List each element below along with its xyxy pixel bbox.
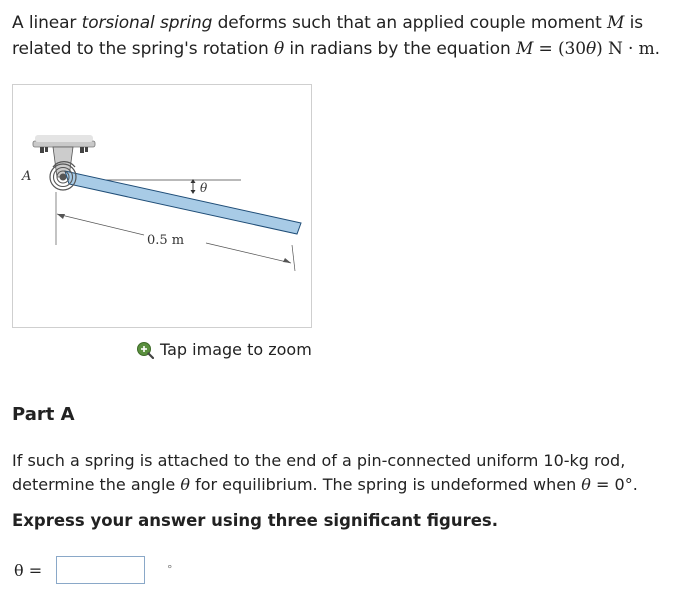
part-text-part: = 0°. (590, 475, 638, 494)
zoom-in-icon (136, 341, 154, 359)
answer-input[interactable] (56, 556, 145, 584)
label-a: A (22, 169, 32, 184)
problem-statement (12, 10, 692, 62)
part-title: Part A (12, 404, 75, 425)
dimension-line (57, 214, 144, 235)
math-symbol-theta: θ (180, 475, 190, 494)
theta-arrow-icon (191, 179, 196, 194)
part-text-part: If such a spring is attached to the end of a pin-connected uniform 10-kg rod, determine the angle (12, 451, 626, 494)
math-symbol-theta: θ (273, 39, 285, 59)
answer-label: θ = (14, 560, 43, 580)
rod-spring-diagram (13, 85, 311, 327)
part-text-part: for equilibrium. The spring is undeformed when (189, 475, 582, 494)
problem-figure[interactable] (12, 84, 312, 328)
spring-equation: M = (30θ) N · m (515, 39, 655, 59)
zoom-label: Tap image to zoom (160, 340, 312, 359)
problem-text-part: deforms such that an applied couple moment (212, 13, 607, 33)
answer-unit: ° (167, 562, 173, 576)
problem-text-part: A linear (12, 13, 82, 33)
math-symbol-m: M (606, 13, 625, 33)
zoom-link[interactable] (136, 340, 312, 359)
dimension-arrow-icon (283, 258, 291, 263)
part-question (12, 449, 692, 497)
problem-emphasis: torsional spring (81, 13, 213, 33)
problem-text-part: in radians by the equation (284, 39, 516, 59)
dimension-extension-right (292, 245, 295, 271)
answer-row (14, 556, 173, 584)
dimension-line (206, 243, 291, 263)
problem-text-part: is related to the spring's rotation (12, 13, 643, 59)
problem-period: . (654, 39, 660, 59)
support-shadow (35, 135, 93, 142)
label-theta: θ (200, 181, 208, 195)
dimension-arrow-icon (57, 214, 65, 219)
label-length: 0.5 m (147, 233, 185, 248)
math-symbol-theta: θ (581, 475, 591, 494)
answer-instruction: Express your answer using three significant figures. (12, 511, 499, 530)
